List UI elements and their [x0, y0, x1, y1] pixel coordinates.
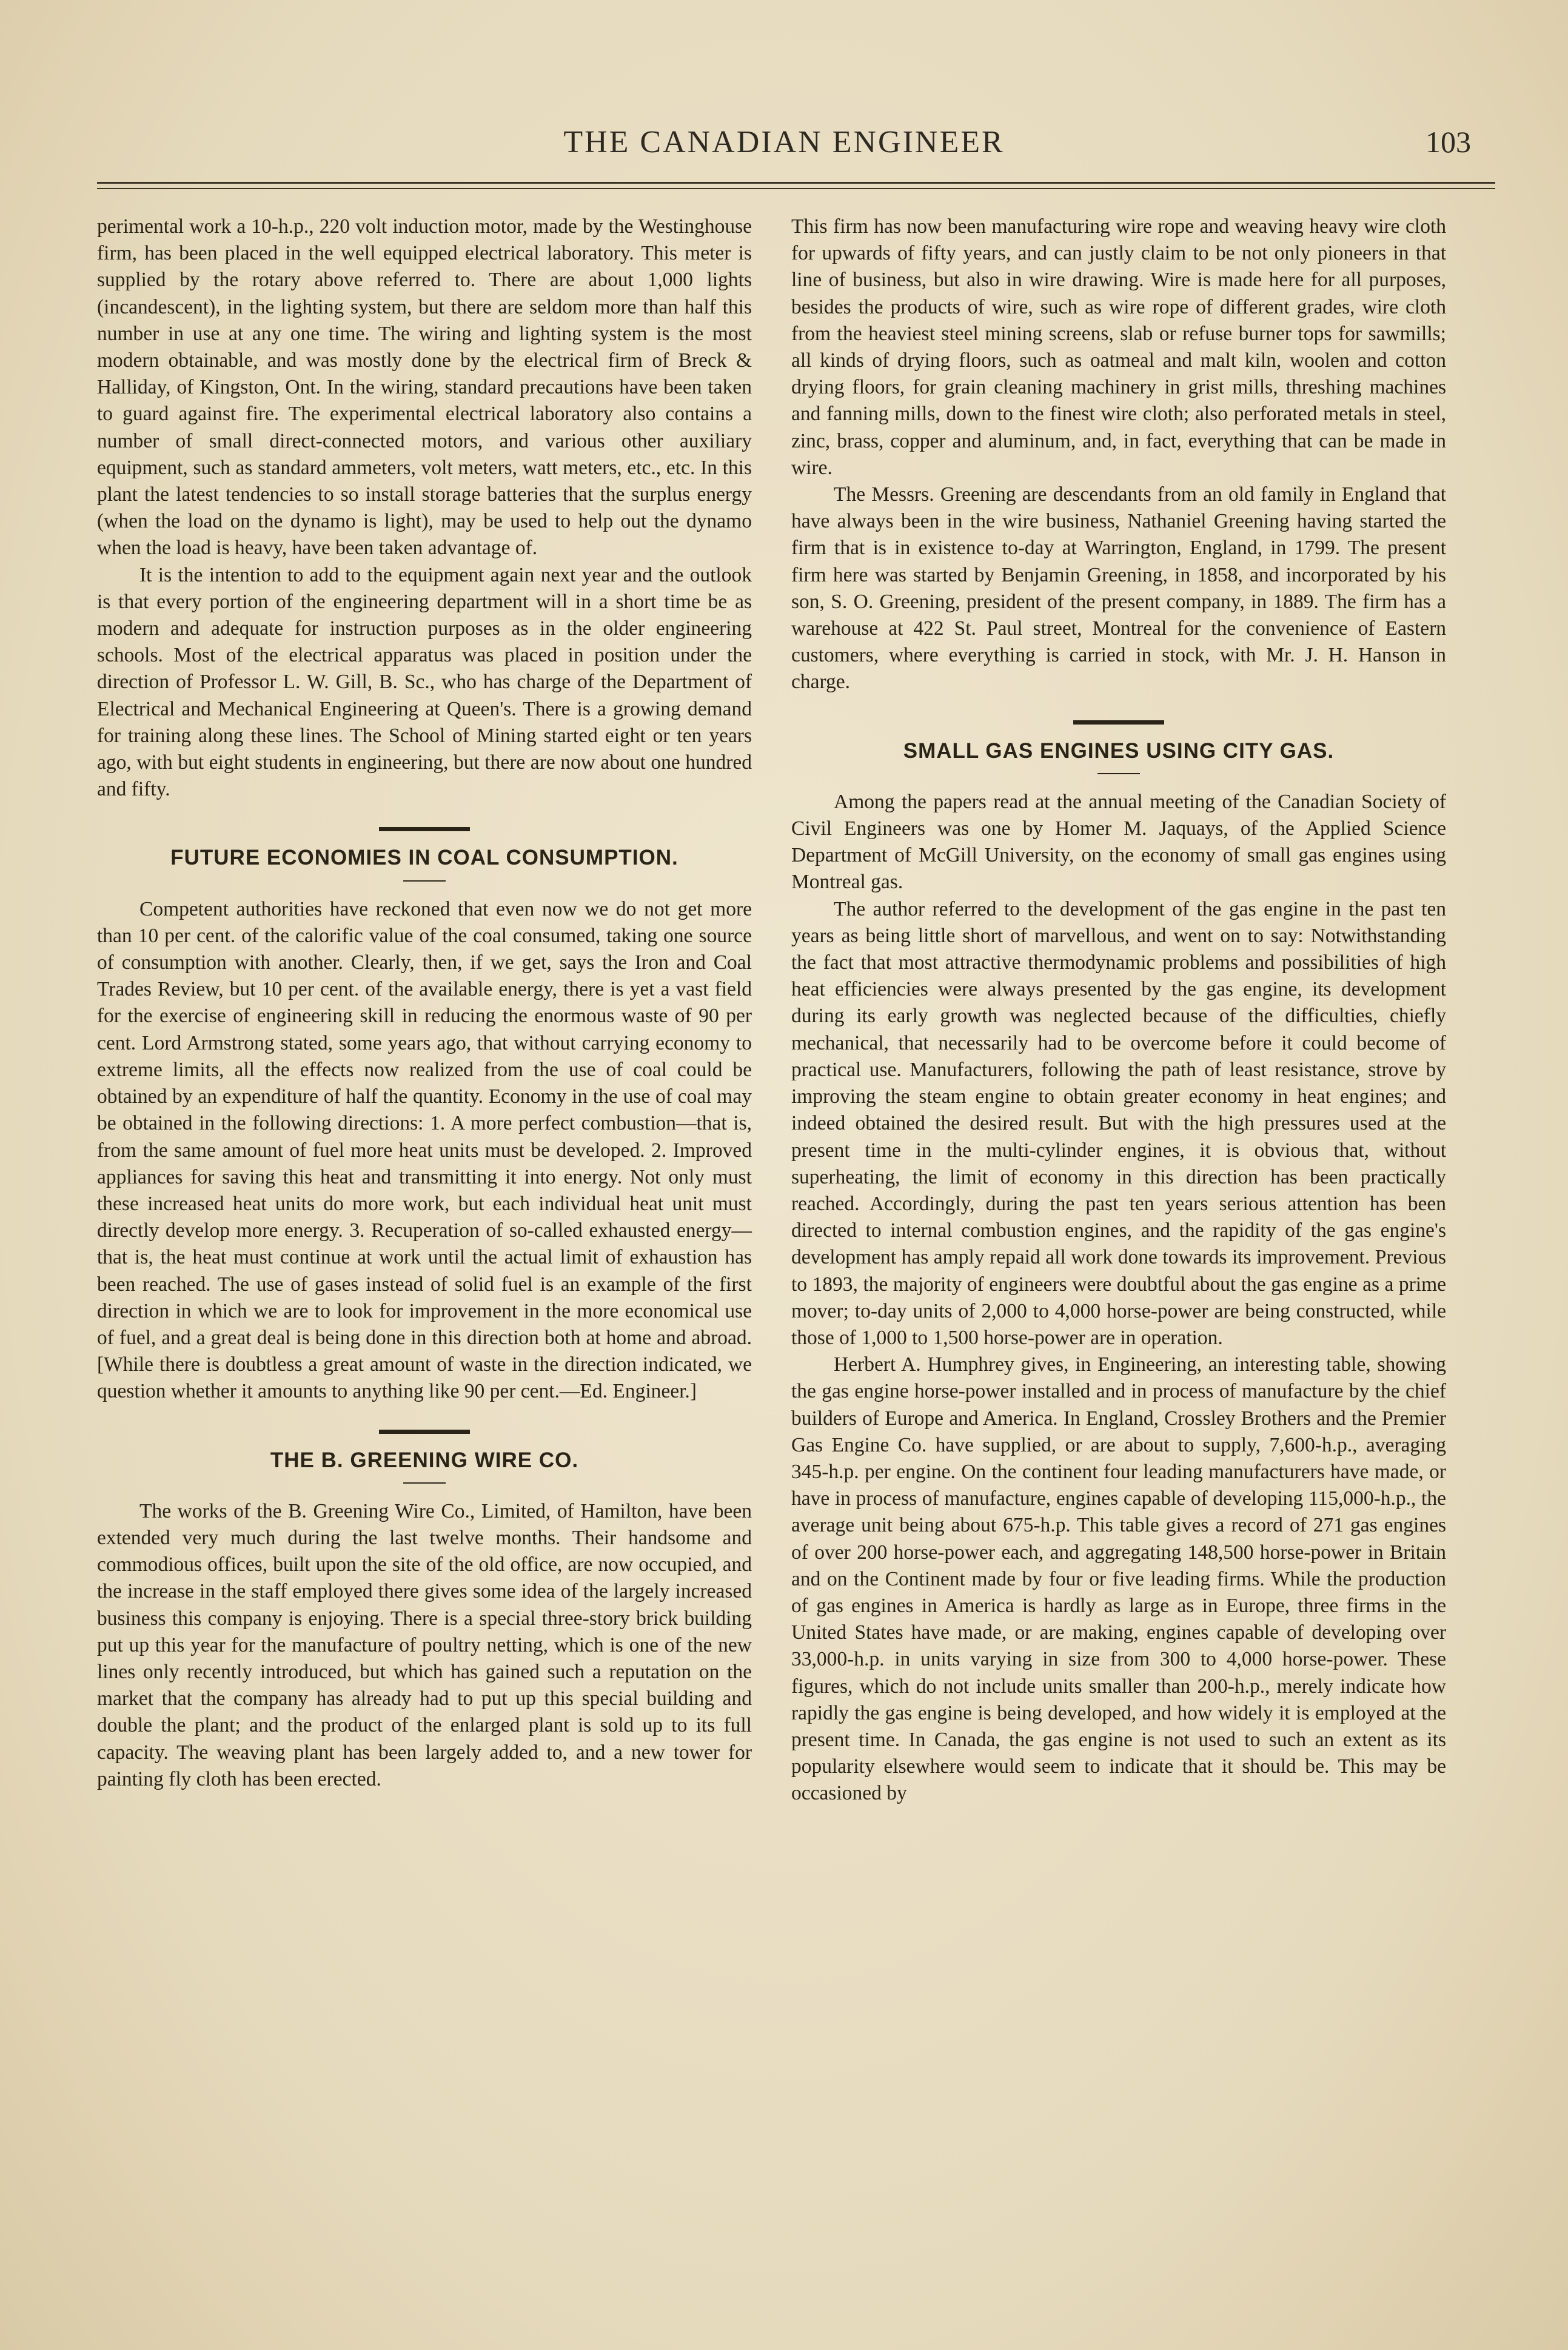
header-rule-top	[97, 182, 1495, 184]
heading-rule	[403, 880, 446, 882]
section-divider	[1073, 720, 1164, 725]
paragraph: The Messrs. Greening are descendants from an old family in England that have always been in the wire business, Nathaniel Greening having started the firm that is in existence to-day at Warrington, England, in 1799. The present firm here was started by Benjamin Greening, in 1858, and incorporated by his son, S. O. Greening, president of the present company, in 1889. The firm has a warehouse at 422 St. Paul street, Montreal for the convenience of Eastern customers, where everything is carried in stock, with Mr. J. H. Hanson in charge.	[791, 483, 1446, 694]
article-heading: THE B. GREENING WIRE CO.	[270, 1448, 579, 1472]
running-title: THE CANADIAN ENGINEER	[563, 125, 1005, 159]
section-divider	[379, 1430, 470, 1434]
heading-rule	[1097, 773, 1140, 774]
paragraph: Herbert A. Humphrey gives, in Engineering, an interesting table, showing the gas engine horse-power installed and in process of manufacture by the chief builders of Europe and America. In England, Crossley Brothers and the Premier Gas Engine Co. have supplied, or are about to supply, 7,600-h.p., averaging 345-h.p. per engine. On the continent four leading manufacturers have made, or have in process of manufacture, engines capable of developing 115,000-h.p., the average unit being about 675-h.p. This table gives a record of 271 gas engines of over 200 horse-power each, and aggregating 148,500 horse-power in Britain and on the Continent made by four or five leading firms. While the production of gas engines in America is hardly as large as in Europe, three firms in the United States have made, or are making, engines capable of developing over 33,000-h.p. in units varying in size from 300 to 4,000 horse-power. These figures, which do not include units smaller than 200-h.p., merely indicate how rapidly the gas engine is being developed, and how widely it is employed at the present time. In Canada, the gas engine is not used to such an extent as its popularity elsewhere would seem to indicate that it should be. This may be occasioned by	[791, 1353, 1446, 1805]
heading-rule	[403, 1482, 446, 1484]
right-column	[791, 213, 1446, 1807]
left-column	[97, 213, 752, 1793]
article-heading: FUTURE ECONOMIES IN COAL CONSUMPTION.	[170, 846, 678, 870]
page-header	[97, 124, 1471, 179]
paragraph: Competent authorities have reckoned that even now we do not get more than 10 per cent. of the calorific value of the coal consumed, taking one source of consumption with another. Clearly, then, if we get, says the Iron and Coal Trades Review, but 10 per cent. of the available energy, there is yet a vast field for the exercise of engineering skill in reducing the enormous waste of 90 per cent. Lord Armstrong stated, some years ago, that without carrying economy to extreme limits, all the effects now realized from the use of coal could be obtained by an expenditure of half the quantity. Economy in the use of coal may be obtained in the following directions: 1. A more perfect combustion—that is, from the same amount of fuel more heat units must be developed. 2. Improved appliances for saving this heat and transmitting it into energy. Not only must these increased heat units do more work, but each individual heat unit must directly develop more energy. 3. Recuperation of so-called exhausted energy—that is, the heat must continue at work until the actual limit of exhaustion has been reached. The use of gases instead of solid fuel is an example of the first direction in which we are to look for improvement in the more economical use of fuel, and a great deal is being done in this direction both at home and abroad. [While there is doubtless a great amount of waste in the direction indicated, we question whether it amounts to anything like 90 per cent.—Ed. Engineer.]	[97, 897, 752, 1403]
paragraph: Among the papers read at the annual meeting of the Canadian Society of Civil Engineers was one by Homer M. Jaquays, of the Applied Science Department of McGill University, on the economy of small gas engines using Montreal gas.	[791, 790, 1446, 894]
section-divider	[379, 827, 470, 831]
paragraph: The works of the B. Greening Wire Co., Limited, of Hamilton, have been extended very much during the last twelve months. Their handsome and commodious offices, built upon the site of the old office, are now occupied, and the increase in the staff employed there gives some idea of the largely increased business this company is enjoying. There is a special three-story brick building put up this year for the manufacture of poultry netting, which is one of the new lines only recently introduced, but which has gained such a reputation on the market that the company has already had to put up this special building and double the plant; and the product of the enlarged plant is sold up to its full capacity. The weaving plant has been largely added to, and a new tower for painting fly cloth has been erected.	[97, 1499, 752, 1790]
paragraph: The author referred to the development of the gas engine in the past ten years as being little short of marvellous, and went on to say: Notwithstanding the fact that most attractive thermodynamic problems and possibilities of high heat efficiencies were always presented by the gas engine, its development during its early growth was neglected because of the difficulties, chiefly mechanical, that necessarily had to be overcome before it could become of practical use. Manufacturers, following the path of least resistance, strove by improving the steam engine to obtain greater economy in heat engines; and indeed obtained the desired result. But with the high pressures used at the present time in the multi-cylinder engines, it is obvious that, without superheating, the limit of economy in this direction has been practically reached. Accordingly, during the past ten years serious attention has been directed to internal combustion engines, and the rapidity of the gas engine's development has amply repaid all work done towards its improvement. Previous to 1893, the majority of engineers were doubtful about the gas engine as a prime mover; to-day units of 2,000 to 4,000 horse-power are being constructed, while those of 1,000 to 1,500 horse-power are in operation.	[791, 897, 1446, 1349]
page-number: 103	[1426, 125, 1471, 159]
paragraph: It is the intention to add to the equipment again next year and the outlook is that every portion of the engineering department will in a short time be as modern and adequate for instruction purposes as in the older engineering schools. Most of the electrical apparatus was placed in position under the direction of Professor L. W. Gill, B. Sc., who has charge of the Department of Electrical and Mechanical Engineering at Queen's. There is a growing demand for training along these lines. The School of Mining started eight or ten years ago, with but eight students in engineering, but there are now about one hundred and fifty.	[97, 563, 752, 801]
article-heading: SMALL GAS ENGINES USING CITY GAS.	[903, 738, 1335, 763]
paragraph: This firm has now been manufacturing wire rope and weaving heavy wire cloth for upwards of fifty years, and can justly claim to be not only pioneers in that line of business, but also in wire drawing. Wire is made here for all purposes, besides the products of wire, such as wire rope of different grades, wire cloth from the heaviest steel mining screens, slab or refuse burner tops for sawmills; all kinds of drying floors, such as oatmeal and malt kiln, woolen and cotton drying floors, for grain cleaning machinery in grist mills, threshing machines and fanning mills, down to the finest wire cloth; also perforated metals in steel, zinc, brass, copper and aluminum, and, in fact, everything that can be made in wire.	[791, 215, 1446, 479]
paragraph: perimental work a 10-h.p., 220 volt induction motor, made by the Westinghouse firm, has been placed in the well equipped electrical laboratory. This meter is supplied by the rotary above referred to. There are about 1,000 lights (incandescent), in the lighting system, but there are seldom more than half this number in use at any one time. The wiring and lighting system is the most modern obtainable, and was mostly done by the electrical firm of Breck & Halliday, of Kingston, Ont. In the wiring, standard precautions have been taken to guard against fire. The experimental electrical laboratory also contains a number of small direct-connected motors, and various other auxiliary equipment, such as standard ammeters, volt meters, watt meters, etc., etc. In this plant the latest tendencies to so install storage batteries that the surplus energy (when the load on the dynamo is light), may be used to help out the dynamo when the load is heavy, have been taken advantage of.	[97, 215, 752, 560]
header-rule-bottom	[97, 188, 1495, 189]
